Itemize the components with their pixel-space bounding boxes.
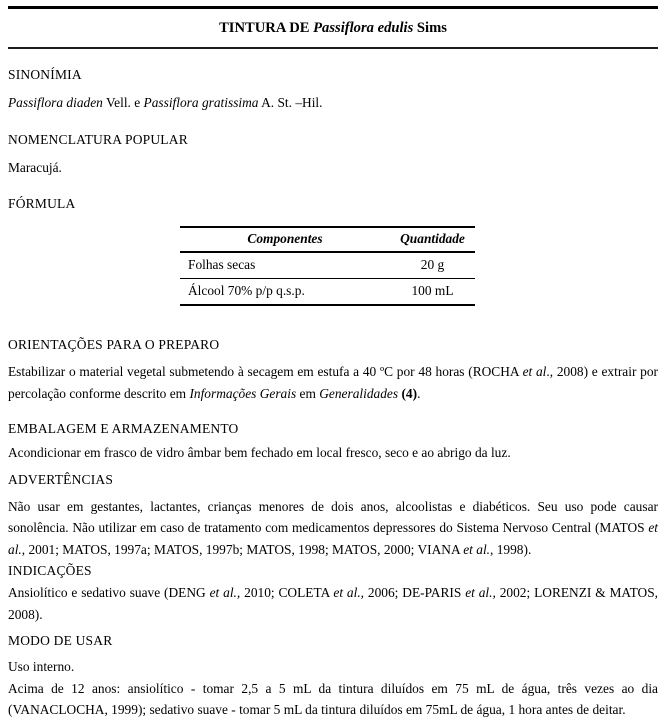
- cell-componente: Folhas secas: [180, 252, 390, 279]
- text-run: em: [296, 385, 320, 401]
- section-orientacoes-preparo: [8, 336, 658, 404]
- table-row-folhas-secas: [180, 252, 475, 279]
- paragraph-advertencias: [8, 496, 658, 561]
- text-run: et al.,: [333, 585, 365, 600]
- text-run: , 1998).: [490, 541, 532, 557]
- text-run: et al.: [463, 541, 491, 557]
- title-divider-rule: [8, 47, 658, 49]
- section-formula: [8, 195, 658, 306]
- table-row-alcool: [180, 279, 475, 306]
- text-run: et al.: [8, 520, 658, 557]
- paragraph-uso-interno: Uso interno.: [8, 659, 75, 674]
- text-run: Vell. e: [102, 95, 144, 110]
- paragraph-orientacoes-preparo: [8, 361, 658, 404]
- section-modo-de-usar: [8, 632, 658, 721]
- formula-table-header-row: [180, 227, 475, 252]
- section-indicacoes: [8, 562, 658, 625]
- section-nomenclatura-popular: [8, 131, 658, 179]
- section-sinonimia: [8, 66, 658, 114]
- text-run: Passiflora gratissima: [143, 95, 259, 110]
- text-run: Ansiolítico e sedativo suave (DENG: [8, 585, 210, 600]
- heading-nomenclatura-popular: NOMENCLATURA POPULAR: [8, 131, 188, 147]
- text-run: et al: [522, 364, 547, 379]
- section-embalagem-armazenamento: [8, 420, 658, 464]
- cell-quantidade: 100 mL: [411, 283, 454, 298]
- text-run: .: [417, 385, 421, 401]
- paragraph-embalagem-armazenamento: Acondicionar em frasco de vidro âmbar bem fechado em local fresco, seco e ao abrigo da luz.: [8, 445, 511, 460]
- heading-indicacoes: INDICAÇÕES: [8, 563, 92, 578]
- text-run: A. St. –Hil.: [258, 95, 323, 110]
- heading-modo-de-usar: MODO DE USAR: [8, 633, 113, 648]
- text-run: 2010; COLETA: [240, 585, 334, 600]
- paragraph-indicacoes: [8, 582, 658, 625]
- heading-orientacoes-preparo: ORIENTAÇÕES PARA O PREPARO: [8, 337, 220, 352]
- text-run: 2006; DE-PARIS: [364, 585, 466, 600]
- text-run: Passiflora edulis: [313, 20, 414, 36]
- table-header-componentes: Componentes: [180, 227, 390, 252]
- formula-table: [180, 226, 475, 306]
- text-run: 2002; LORENZI & MATOS, 2008).: [8, 585, 659, 622]
- text-run: TINTURA DE: [219, 20, 314, 36]
- text-run: et al.,: [209, 585, 241, 600]
- text-run: Sims: [413, 20, 447, 36]
- text-run: (4): [401, 385, 418, 401]
- text-run: et al.,: [465, 585, 496, 600]
- paragraph-posologia: Acima de 12 anos: ansiolítico - tomar 2,5 a 5 mL da tintura diluídos em 75 mL de água, três vezes ao dia (VANACLOCHA, 1999); sedativo suave - tomar 5 mL da tintura diluídos em 75mL de água, 1 hora antes de deitar.: [8, 680, 658, 717]
- section-advertencias: [8, 471, 658, 561]
- paragraph-nomenclatura-popular: Maracujá.: [8, 159, 62, 175]
- heading-advertencias: ADVERTÊNCIAS: [8, 471, 114, 487]
- heading-embalagem-armazenamento: EMBALAGEM E ARMAZENAMENTO: [8, 421, 239, 436]
- text-run: ., 2008) e extrair por percolação conforme descrito em: [8, 364, 658, 401]
- text-run: , 2001; MATOS, 1997a; MATOS, 1997b; MATOS, 1998; MATOS, 2000; VIANA: [21, 541, 464, 557]
- text-run: Informações Gerais: [189, 385, 297, 401]
- cell-componente: Álcool 70% p/p q.s.p.: [188, 283, 305, 298]
- heading-sinonimia: SINONÍMIA: [8, 67, 82, 82]
- table-header-quantidade: Quantidade: [390, 227, 475, 252]
- text-run: Não usar em gestantes, lactantes, crianças menores de dois anos, alcoolistas e diabéticos. Seu uso pode causar sonolência. Não utilizar em caso de tratamento com medicamentos depressores do Sistema Nervoso Central (MATOS: [8, 498, 658, 535]
- paragraph-sinonimia: [8, 92, 658, 114]
- text-run: Generalidades: [319, 385, 399, 401]
- top-rule: [8, 6, 658, 9]
- text-run: Passiflora diaden: [8, 95, 103, 110]
- cell-quantidade: 20 g: [390, 252, 475, 279]
- text-run: Estabilizar o material vegetal submetendo à secagem em estufa a 40 ºC por 48 horas (ROCHA: [8, 364, 523, 379]
- page-title: [8, 18, 658, 38]
- heading-formula: FÓRMULA: [8, 196, 76, 211]
